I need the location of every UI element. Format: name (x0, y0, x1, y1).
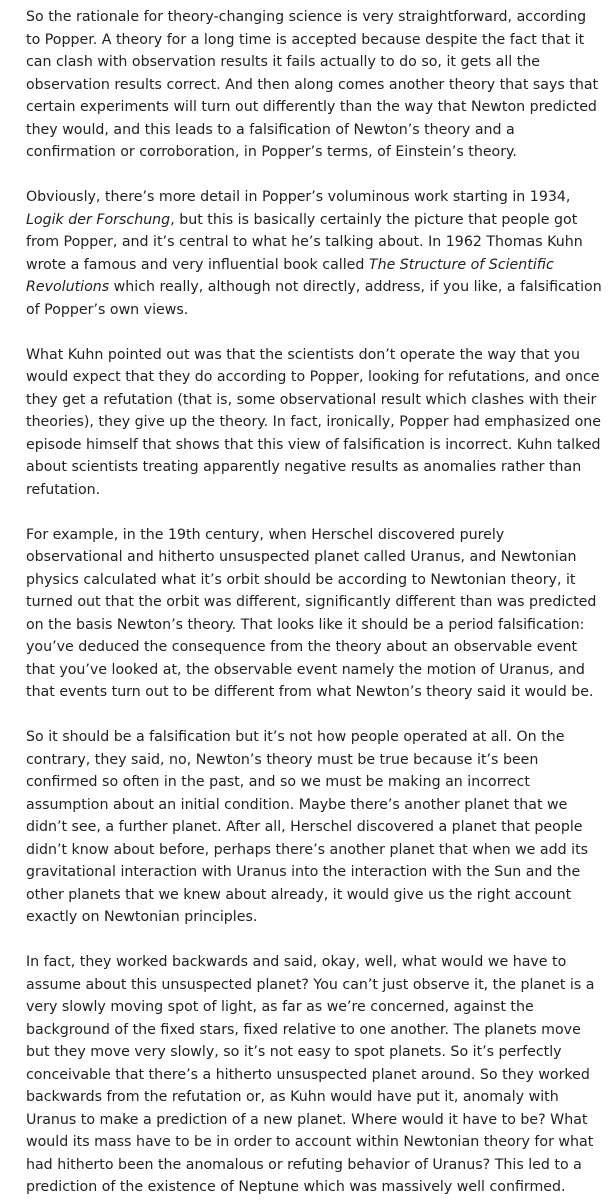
paragraph-2-text-b: , but this is basically certainly the picture that people got from Popper, and it’s central to what he’s talking about. In 1962 Thomas Kuhn wrote a famous and very influential book called (26, 211, 583, 273)
paragraph-1 (26, 6, 603, 164)
paragraph-5 (26, 726, 603, 929)
paragraph-5-text: So it should be a falsification but it’s not how people operated at all. On the contrary, they said, no, Newton’s theory must be true because it’s been confirmed so often in the past, and so we must be making an incorrect assumption about an initial condition. Maybe there’s another planet that we didn’t see, a further planet. After all, Herschel discovered a planet that people didn’t know about before, perhaps there’s another planet that when we add its gravitational interaction with Uranus into the interaction with the Sun and the other planets that we knew about already, it would give us the right account exactly on Newtonian principles. (26, 729, 589, 925)
paragraph-2-text-a: Obviously, there’s more detail in Popper’s voluminous work starting in 1934, (26, 189, 571, 205)
paragraph-2-text-c: which really, although not directly, address, if you like, a falsification of Popper’s own views. (26, 279, 602, 318)
paragraph-3 (26, 344, 603, 502)
paragraph-6-text: In fact, they worked backwards and said, okay, well, what would we have to assume about this unsuspected planet? You can’t just observe it, the planet is a very slowly moving spot of light, as far as we’re concerned, against the background of the fixed stars, fixed relative to one another. The planets move but they move very slowly, so it’s not easy to spot planets. So it’s perfectly conceivable that there’s a hitherto unsuspected planet around. So they worked backwards from the refutation or, as Kuhn would have put it, anomaly with Uranus to make a prediction of a new planet. Where would it have to be? What would its mass have to be in order to account within Newtonian theory for what had hitherto been the anomalous or refuting behavior of Uranus? This led to a prediction of the existence of Neptune which was massively well confirmed. (26, 954, 595, 1195)
book-title-structure: The Structure of Scientific Revolutions (26, 256, 554, 295)
paragraph-2 (26, 186, 603, 321)
paragraph-3-text: What Kuhn pointed out was that the scientists don’t operate the way that you would expect that they do according to Popper, looking for refutations, and once they get a refutation (that is, some observational result which clashes with their theories), they give up the theory. In fact, ironically, Popper had emphasized one episode himself that shows that this view of falsification is incorrect. Kuhn talked about scientists treating apparently negative results as anomalies rather than refutation. (26, 346, 601, 498)
book-title-logik: Logik der Forschung (26, 211, 171, 228)
paragraph-1-text: So the rationale for theory-changing science is very straightforward, according to Popper. A theory for a long time is accepted because despite the fact that it can clash with observation results it fails actually to do so, it gets all the observation results correct. And then along comes another theory that says that certain experiments will turn out differently than the way that Newton predicted they would, and this leads to a falsification of Newton’s theory and a confirmation or corroboration, in Popper’s terms, of Einstein’s theory. (26, 9, 599, 160)
paragraph-4-text: For example, in the 19th century, when Herschel discovered purely observational and hitherto unsuspected planet called Uranus, and Newtonian physics calculated what it’s orbit should be according to Newtonian theory, it turned out that the orbit was different, significantly different than was predicted on the basis Newton’s theory. That looks like it should be a period falsification: you’ve deduced the consequence from the theory about an observable event that you’ve looked at, the observable event namely the motion of Uranus, and that events turn out to be different from what Newton’s theory said it would be. (26, 526, 597, 700)
paragraph-4 (26, 524, 603, 704)
paragraph-6 (26, 951, 603, 1199)
